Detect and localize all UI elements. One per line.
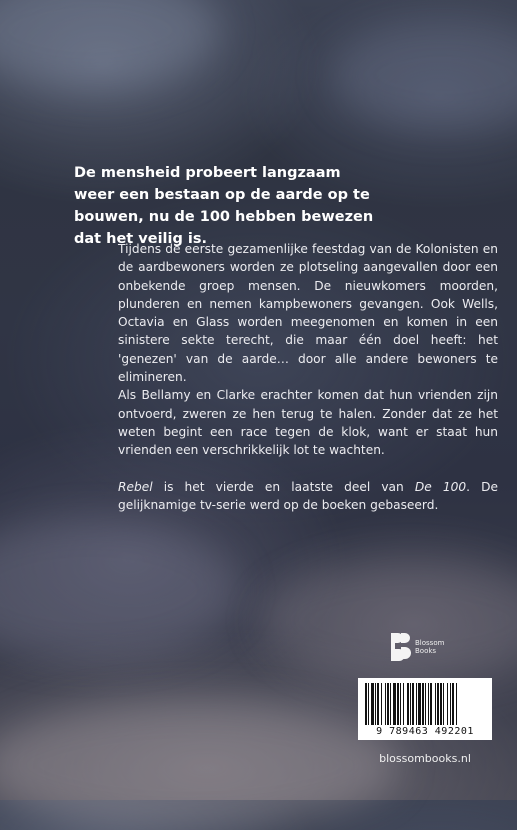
barcode-bar: [456, 683, 457, 725]
tagline: De mensheid probeert langzaam weer een bestaan op de aarde op te bouwen, nu de 100 hebben bewezen dat het veilig is.: [74, 165, 374, 247]
publisher-name-line1: Blossom: [415, 639, 445, 647]
barcode-bar: [368, 683, 369, 725]
cloud-decoration: [260, 560, 517, 680]
barcode-bar: [397, 683, 399, 725]
blurb: [118, 240, 498, 514]
barcode-bar: [403, 683, 404, 725]
barcode-bar: [443, 683, 444, 725]
barcode-bar: [450, 683, 451, 725]
book-title: Rebel: [118, 479, 153, 494]
blurb-text: . De gelijknamige tv-serie werd op de boeken gebaseerd.: [118, 479, 498, 512]
barcode-bar: [425, 683, 426, 725]
blurb-text: is het vierde en laatste deel van: [152, 479, 415, 494]
barcode-bar: [387, 683, 389, 725]
blurb-paragraph-3: [118, 478, 498, 515]
isbn-barcode: [358, 678, 492, 740]
cloud-decoration: [0, 520, 240, 660]
series-title: De 100: [414, 479, 467, 494]
blurb-paragraph-1: Tijdens de eerste gezamenlijke feestdag van de Kolonisten en de aardbewoners worden ze plotseling aangevallen door een onbekende groep mensen. De nieuwkomers moorden, plunderen en nemen kampbewoners gevangen. Ook Wells, Octavia en Glass worden meegenomen en komen in een sinistere sekte terecht, die maar één doel heeft: het 'genezen' van de aarde… door alle andere bewoners te elimineren.: [118, 242, 498, 385]
cloud-decoration: [0, 0, 220, 90]
blossom-logo-icon: [389, 632, 411, 662]
barcode-bar: [452, 683, 454, 725]
publisher-logo: [389, 632, 444, 662]
cloud-decoration: [0, 700, 400, 830]
isbn-number: 9 789463 492201: [376, 726, 474, 737]
barcode-bar: [437, 683, 439, 725]
barcode-bar: [377, 683, 379, 725]
barcode-bar: [412, 683, 414, 725]
barcode-bar: [385, 683, 386, 725]
barcode-bar: [447, 683, 448, 725]
barcode-bar: [430, 683, 432, 725]
cloud-decoration: [330, 20, 517, 130]
blurb-paragraph-2: Als Bellamy en Clarke erachter komen dat hun vrienden zijn ontvoerd, zweren ze hen terug te halen. Zonder dat ze het weten begint een race tegen de klok, want er staat hun vrienden een verschrikkelijk lot te wachten.: [118, 388, 498, 458]
barcode-bar: [390, 683, 391, 725]
barcode-bar: [371, 683, 374, 725]
barcode-bar: [422, 683, 424, 725]
barcode-bar: [400, 683, 401, 725]
barcode-bar: [381, 683, 382, 725]
publisher-name: [415, 639, 444, 655]
barcode-bar: [393, 683, 396, 725]
publisher-website: blossombooks.nl: [379, 752, 471, 765]
barcode-bar: [375, 683, 376, 725]
barcode-bar: [416, 683, 417, 725]
barcode-bar: [365, 683, 367, 725]
barcode-bar: [435, 683, 436, 725]
barcode-bar: [440, 683, 442, 725]
barcode-bar: [418, 683, 421, 725]
publisher-name-line2: Books: [415, 647, 437, 655]
barcode-bar: [410, 683, 411, 725]
barcode-bar: [428, 683, 429, 725]
barcode-bar: [407, 683, 409, 725]
barcode-icon: [364, 683, 486, 725]
